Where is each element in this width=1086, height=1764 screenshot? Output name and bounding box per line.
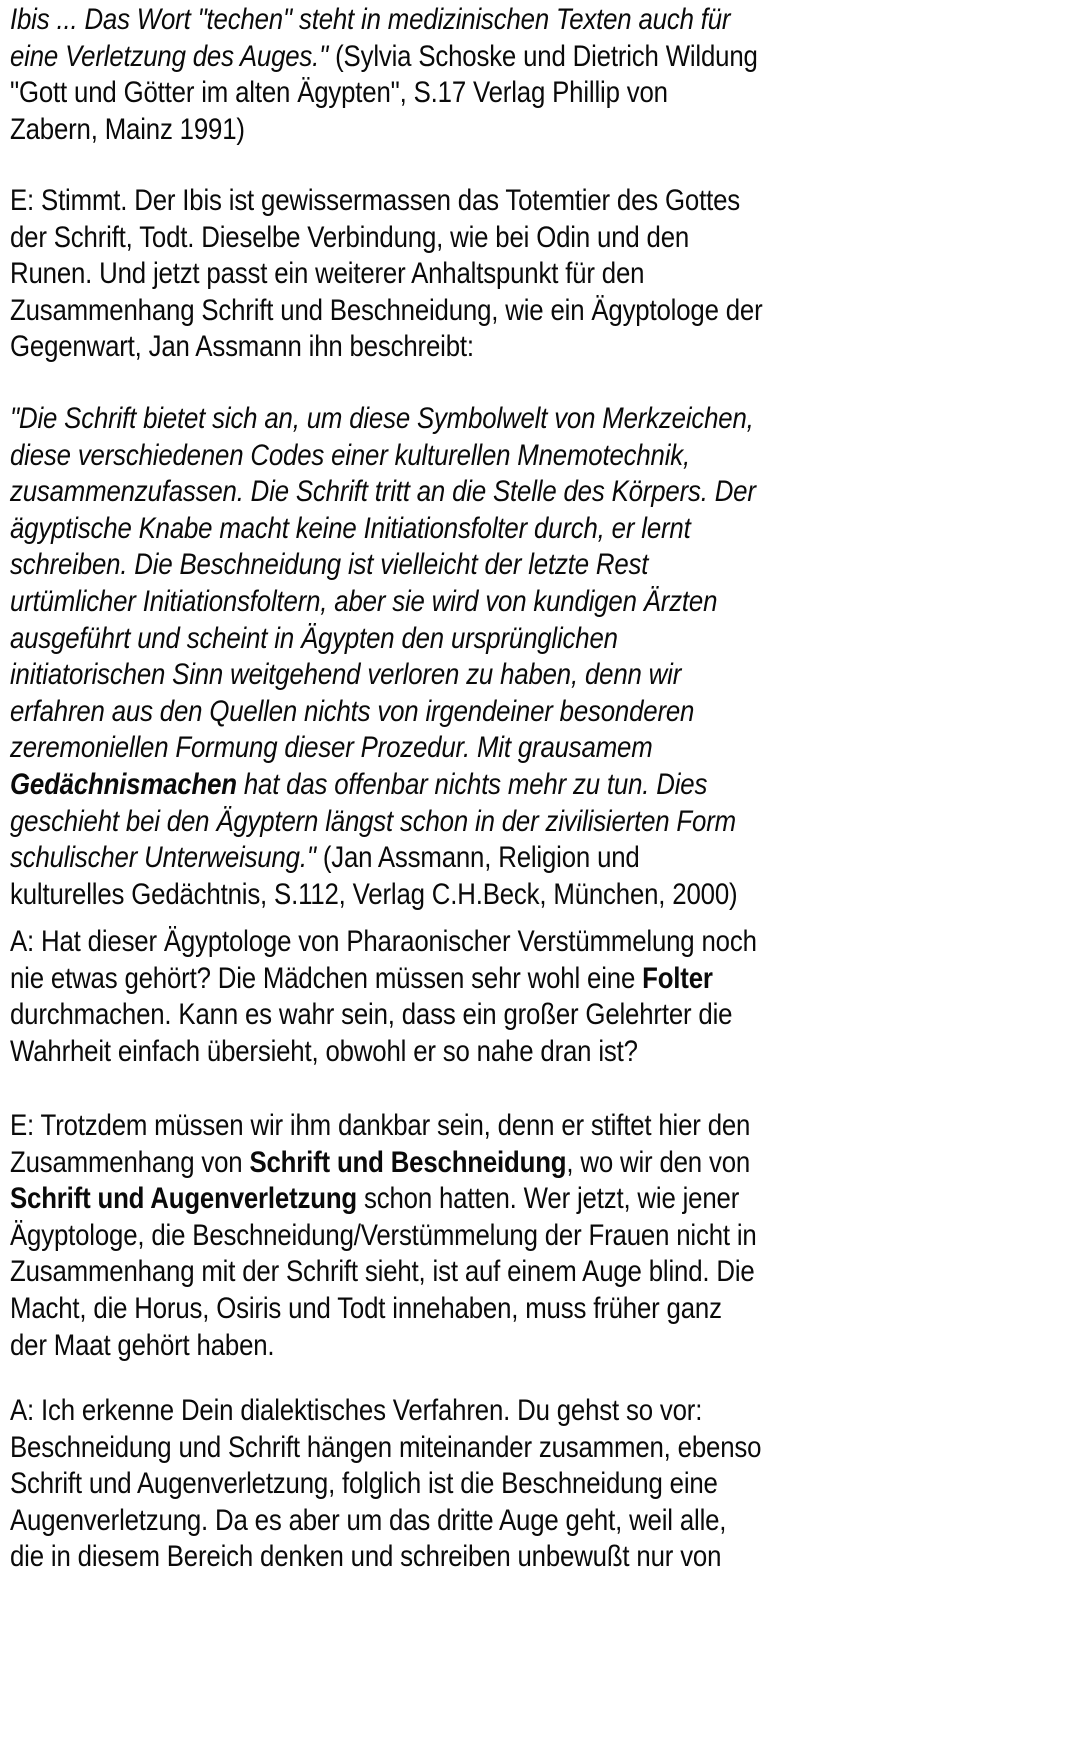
text-line: [10, 75, 668, 111]
text-line: [10, 840, 640, 876]
text-run: schreiben. Die Beschneidung ist vielleicht der letzte Rest: [10, 548, 649, 582]
text-run: A: Hat dieser Ägyptologe von Pharaonischer Verstümmelung noch: [10, 925, 757, 958]
text-run: A: Ich erkenne Dein dialektisches Verfahren. Du gehst so vor:: [10, 1394, 703, 1427]
text-run: Runen. Und jetzt passt ein weiterer Anhaltspunkt für den: [10, 257, 645, 291]
emphasized-text: Schrift und Augenverletzung: [10, 1182, 358, 1216]
text-run: initiatorischen Sinn weitgehend verloren zu haben, denn wir: [10, 658, 682, 692]
text-run: Macht, die Horus, Osiris und Todt innehaben, muss früher ganz: [10, 1292, 722, 1325]
text-run: ägyptische Knabe macht keine Initiationsfolter durch, er lernt: [10, 511, 691, 545]
text-run: Gegenwart, Jan Assmann ihn beschreibt:: [10, 330, 474, 364]
text-line: [10, 997, 732, 1033]
text-run: eine Verletzung des Auges.": [10, 39, 329, 73]
text-run: ausgeführt und scheint in Ägypten den ursprünglichen: [10, 621, 618, 655]
text-line: [10, 1503, 726, 1539]
text-run: E: Trotzdem müssen wir ihm dankbar sein, denn er stiftet hier den: [10, 1109, 751, 1142]
text-line: [10, 1145, 750, 1181]
text-line: [10, 804, 736, 840]
text-line: [10, 183, 740, 219]
text-line: [10, 1466, 718, 1502]
text-line: [10, 2, 730, 38]
text-run: , wo wir den von: [566, 1145, 751, 1179]
text-run: Schrift und Augenverletzung, folglich ist die Beschneidung eine: [10, 1467, 718, 1501]
text-run: durchmachen. Kann es wahr sein, dass ein großer Gelehrter die: [10, 998, 733, 1032]
text-line: [10, 1034, 638, 1070]
text-run: E: Stimmt. Der Ibis ist gewissermassen das Totemtier des Gottes: [10, 184, 740, 217]
text-line: [10, 1430, 761, 1466]
text-line: [10, 877, 737, 913]
text-line: [10, 1254, 755, 1290]
text-run: nie etwas gehört? Die Mädchen müssen sehr wohl eine: [10, 961, 643, 995]
text-line: [10, 401, 754, 437]
text-line: [10, 1218, 757, 1254]
text-run: kulturelles Gedächtnis, S.112, Verlag C.H.Beck, München, 2000): [10, 877, 738, 911]
emphasized-text: Gedächnismachen: [10, 768, 237, 801]
text-run: die in diesem Bereich denken und schreiben unbewußt nur von: [10, 1540, 722, 1574]
text-run: Wahrheit einfach übersieht, obwohl er so nahe dran ist?: [10, 1034, 638, 1068]
text-line: [10, 584, 717, 620]
text-run: Beschneidung und Schrift hängen miteinander zusammen, ebenso: [10, 1430, 762, 1464]
text-line: [10, 657, 681, 693]
text-run: der Schrift, Todt. Dieselbe Verbindung, wie bei Odin und den: [10, 220, 690, 254]
text-line: [10, 767, 707, 803]
text-line: [10, 1181, 739, 1217]
text-line: [10, 961, 713, 997]
text-line: [10, 511, 691, 547]
text-run: "Gott und Götter im alten Ägypten", S.17 Verlag Phillip von: [10, 76, 668, 110]
text-run: erfahren aus den Quellen nichts von irgendeiner besonderen: [10, 694, 695, 728]
text-run: diese verschiedenen Codes einer kulturellen Mnemotechnik,: [10, 438, 691, 472]
emphasized-text: Schrift und Beschneidung: [249, 1145, 567, 1179]
text-run: Zabern, Mainz 1991): [10, 112, 245, 146]
text-line: [10, 329, 474, 365]
text-line: [10, 621, 618, 657]
text-run: der Maat gehört haben.: [10, 1328, 275, 1362]
text-run: Zusammenhang Schrift und Beschneidung, wie ein Ägyptologe der: [10, 293, 763, 327]
text-line: [10, 256, 644, 292]
text-line: [10, 1291, 722, 1327]
text-line: [10, 474, 756, 510]
text-line: [10, 1539, 721, 1575]
text-line: [10, 1328, 274, 1364]
text-run: zusammenzufassen. Die Schrift tritt an die Stelle des Körpers. Der: [10, 475, 756, 509]
text-run: (Jan Assmann, Religion und: [315, 841, 640, 875]
text-run: geschieht bei den Ägyptern längst schon in der zivilisierten Form: [10, 804, 736, 838]
text-run: schon hatten. Wer jetzt, wie jener: [357, 1182, 740, 1216]
text-line: [10, 1108, 750, 1144]
text-run: (Sylvia Schoske und Dietrich Wildung: [328, 39, 758, 73]
text-line: [10, 547, 648, 583]
text-run: Zusammenhang von: [10, 1145, 250, 1179]
text-run: urtümlicher Initiationsfoltern, aber sie wird von kundigen Ärzten: [10, 585, 718, 618]
text-line: [10, 112, 245, 148]
text-line: [10, 730, 653, 766]
text-run: hat das offenbar nichts mehr zu tun. Dies: [236, 768, 708, 801]
text-line: [10, 220, 689, 256]
text-line: [10, 293, 763, 329]
text-run: schulischer Unterweisung.": [10, 841, 316, 875]
text-run: zeremoniellen Formung dieser Prozedur. Mit grausamem: [10, 731, 653, 765]
text-run: Zusammenhang mit der Schrift sieht, ist auf einem Auge blind. Die: [10, 1255, 755, 1289]
text-line: [10, 924, 757, 960]
text-run: "Die Schrift bietet sich an, um diese Symbolwelt von Merkzeichen,: [10, 402, 754, 435]
emphasized-text: Folter: [642, 961, 713, 995]
text-line: [10, 694, 694, 730]
text-run: Ibis ... Das Wort "techen" steht in medizinischen Texten auch für: [10, 3, 731, 36]
text-line: [10, 438, 690, 474]
text-run: Ägyptologe, die Beschneidung/Verstümmelung der Frauen nicht in: [10, 1218, 757, 1252]
text-line: [10, 39, 758, 75]
text-line: [10, 1393, 702, 1429]
text-run: Augenverletzung. Da es aber um das dritte Auge geht, weil alle,: [10, 1503, 727, 1537]
